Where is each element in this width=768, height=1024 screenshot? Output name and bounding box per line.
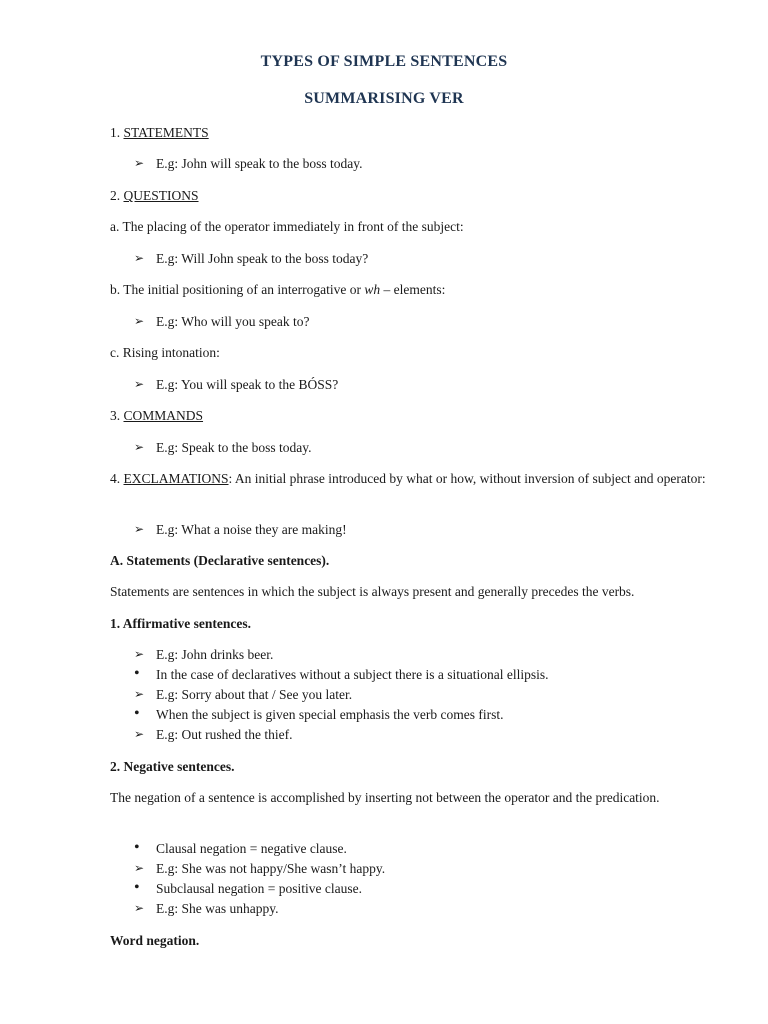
exclamations-paragraph xyxy=(110,469,713,488)
section-number: 3. xyxy=(110,408,124,423)
arrow-bullet-icon: ➢ xyxy=(134,647,145,661)
dot-bullet-icon: • xyxy=(134,839,140,856)
dot-bullet-icon: • xyxy=(134,879,140,896)
list-item: When the subject is given special emphasis the verb comes first. xyxy=(156,707,504,722)
questions-a-text: a. The placing of the operator immediately in front of the subject: xyxy=(110,219,464,234)
section-title: STATEMENTS xyxy=(123,125,209,140)
exclamations-example: E.g: What a noise they are making! xyxy=(156,522,347,537)
commands-example: E.g: Speak to the boss today. xyxy=(156,440,312,455)
list-item: E.g: Out rushed the thief. xyxy=(156,727,293,742)
questions-b-example: E.g: Who will you speak to? xyxy=(156,314,310,329)
section-title: QUESTIONS xyxy=(123,188,199,203)
arrow-bullet-icon: ➢ xyxy=(134,687,145,701)
negative-intro: The negation of a sentence is accomplished by inserting not between the operator and the predication. xyxy=(110,790,660,805)
list-item: Clausal negation = negative clause. xyxy=(156,841,347,856)
questions-heading xyxy=(110,186,713,205)
questions-b-em: wh xyxy=(364,282,381,297)
section-number: 2. xyxy=(110,188,124,203)
list-item: Subclausal negation = positive clause. xyxy=(156,881,362,896)
arrow-bullet-icon: ➢ xyxy=(134,861,145,875)
section-title: EXCLAMATIONS xyxy=(123,471,229,486)
section-number: 1. xyxy=(110,125,124,140)
part-a-intro: Statements are sentences in which the subject is always present and generally precedes the verbs. xyxy=(110,584,635,599)
arrow-bullet-icon: ➢ xyxy=(134,522,145,536)
list-item: E.g: She was not happy/She wasn’t happy. xyxy=(156,861,386,876)
exclamations-text: : An initial phrase introduced by what or how, without inversion of subject and operator: xyxy=(228,471,706,486)
arrow-bullet-icon: ➢ xyxy=(134,314,145,328)
affirmative-heading: 1. Affirmative sentences. xyxy=(110,616,251,631)
arrow-bullet-icon: ➢ xyxy=(134,440,145,454)
questions-b-text xyxy=(110,280,713,299)
statements-heading xyxy=(110,123,713,142)
list-item: In the case of declaratives without a subject there is a situational ellipsis. xyxy=(156,667,549,682)
arrow-bullet-icon: ➢ xyxy=(134,901,145,915)
arrow-bullet-icon: ➢ xyxy=(134,156,145,170)
list-item: E.g: John drinks beer. xyxy=(156,647,274,662)
arrow-bullet-icon: ➢ xyxy=(134,377,145,391)
questions-a-example: E.g: Will John speak to the boss today? xyxy=(156,251,369,266)
section-number: 4. xyxy=(110,471,124,486)
statements-example: E.g: John will speak to the boss today. xyxy=(156,156,363,171)
list-item: E.g: She was unhappy. xyxy=(156,901,279,916)
questions-c-example: E.g: You will speak to the BÓSS? xyxy=(156,377,339,392)
part-a-heading: A. Statements (Declarative sentences). xyxy=(110,553,330,568)
questions-b-pre: b. The initial positioning of an interrogative or xyxy=(110,282,365,297)
questions-c-text: c. Rising intonation: xyxy=(110,345,220,360)
negative-heading: 2. Negative sentences. xyxy=(110,759,235,774)
questions-b-post: – elements: xyxy=(380,282,446,297)
arrow-bullet-icon: ➢ xyxy=(134,727,145,741)
section-title: COMMANDS xyxy=(123,408,204,423)
commands-heading xyxy=(110,406,713,425)
arrow-bullet-icon: ➢ xyxy=(134,251,145,265)
document-title: TYPES OF SIMPLE SENTENCES xyxy=(260,53,508,70)
dot-bullet-icon: • xyxy=(134,705,140,722)
word-negation-heading: Word negation. xyxy=(110,933,200,948)
list-item: E.g: Sorry about that / See you later. xyxy=(156,687,353,702)
document-subtitle: SUMMARISING VER xyxy=(304,90,464,107)
dot-bullet-icon: • xyxy=(134,665,140,682)
